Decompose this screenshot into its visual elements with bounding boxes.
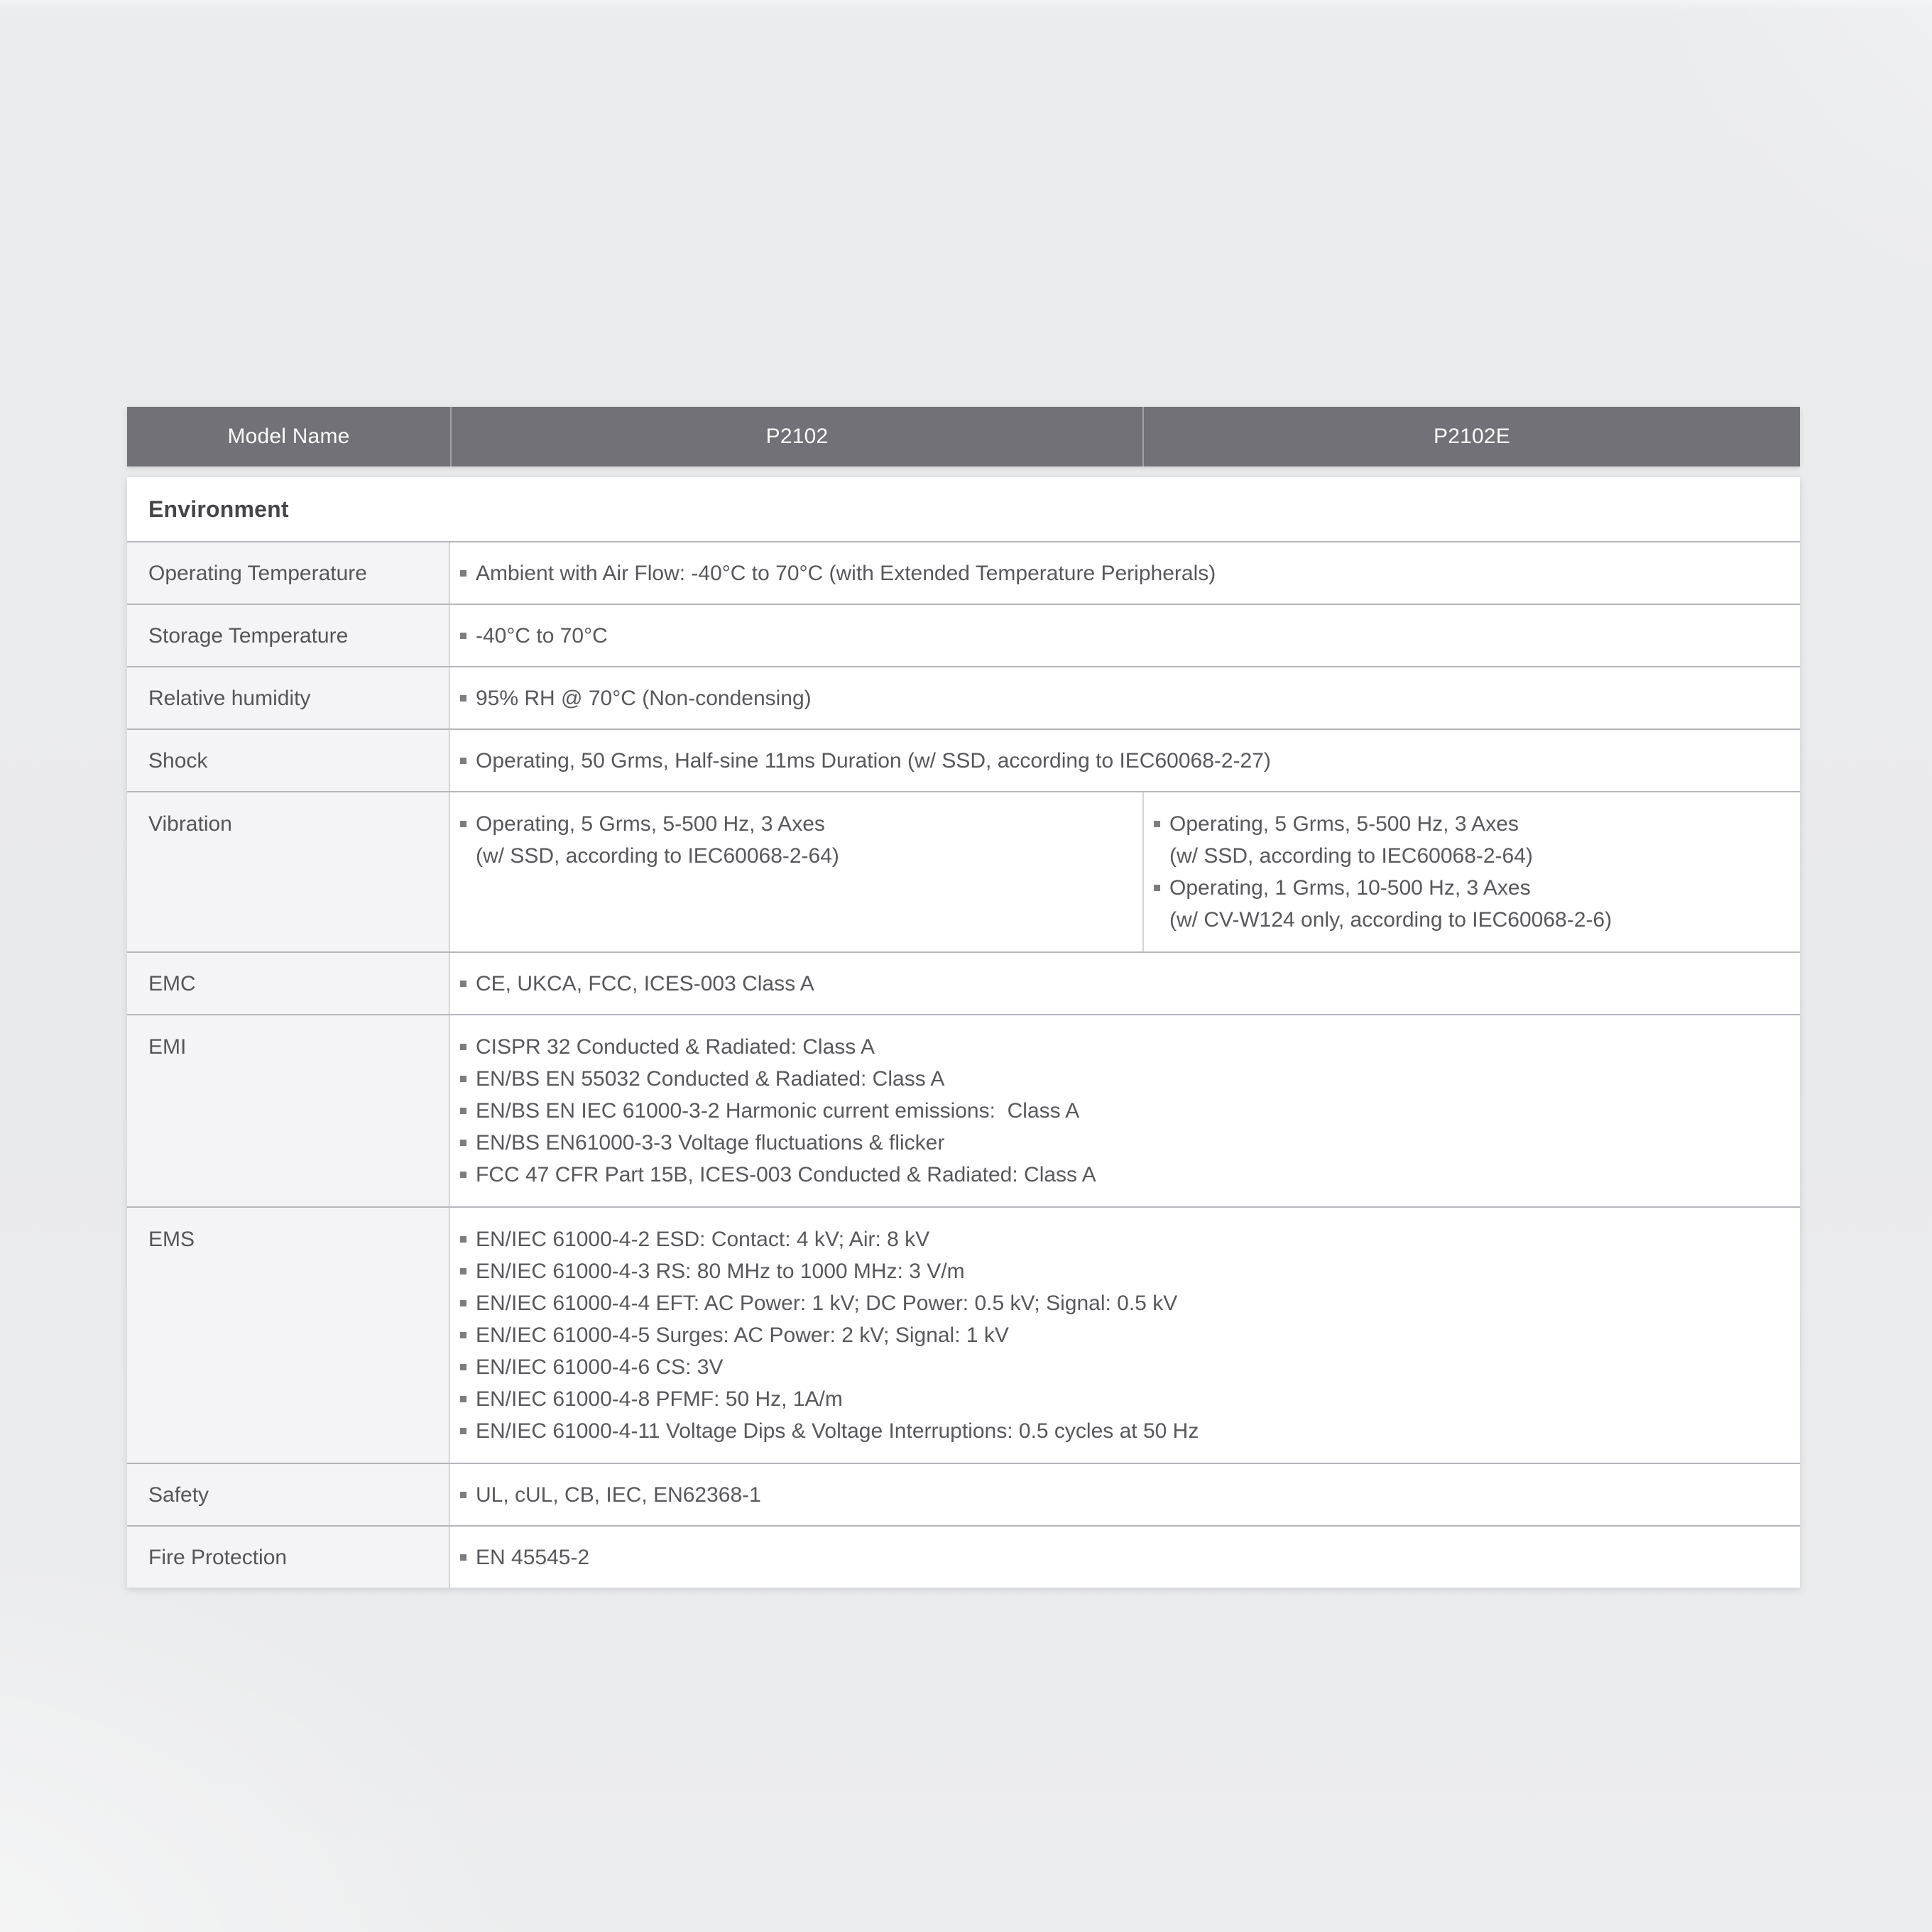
spec-rows — [127, 541, 1800, 1588]
square-bullet-icon — [460, 1140, 466, 1146]
section-header-environment — [127, 477, 1800, 541]
bullet-list-item — [460, 1095, 1784, 1127]
table-row — [127, 728, 1800, 791]
bullet-item-line: EN/IEC 61000-4-8 PFMF: 50 Hz, 1A/m — [476, 1387, 843, 1411]
square-bullet-icon — [460, 1300, 466, 1306]
bullet-list-item — [460, 1063, 1784, 1095]
bullet-list-item — [460, 1287, 1784, 1319]
bullet-item-text — [476, 620, 608, 652]
bullet-item-text — [476, 1479, 761, 1511]
table-row — [127, 604, 1800, 666]
table-row — [127, 1206, 1800, 1463]
bullet-item-line: CISPR 32 Conducted & Radiated: Class A — [476, 1035, 875, 1059]
bullet-item-text — [476, 1351, 724, 1383]
bullet-item-line: UL, cUL, CB, IEC, EN62368-1 — [476, 1483, 761, 1507]
bullet-list-item — [460, 808, 1127, 872]
bullet-list-item — [460, 1383, 1784, 1415]
bullet-list-item — [1154, 808, 1784, 872]
bullet-item-line: FCC 47 CFR Part 15B, ICES-003 Conducted & Radiated: Class A — [476, 1163, 1096, 1186]
table-row — [127, 1014, 1800, 1206]
bullet-item-line: Operating, 5 Grms, 5-500 Hz, 3 Axes — [1169, 812, 1519, 836]
bullet-item-text — [476, 1095, 1079, 1127]
bullet-item-line: Operating, 1 Grms, 10-500 Hz, 3 Axes — [1169, 876, 1531, 900]
table-row — [127, 951, 1800, 1014]
bullet-item-line: EN/IEC 61000-4-5 Surges: AC Power: 2 kV; Signal: 1 kV — [476, 1324, 1009, 1347]
square-bullet-icon — [460, 981, 466, 987]
bullet-item-text — [476, 682, 812, 714]
bullet-item-text — [476, 1255, 965, 1287]
bullet-item-text — [476, 1287, 1177, 1319]
bullet-item-text — [476, 968, 814, 1000]
row-value-cell — [450, 792, 1142, 951]
bullet-list-item — [460, 620, 1784, 652]
bullet-list-item — [460, 1159, 1784, 1191]
row-value-cell — [450, 1464, 1800, 1525]
bullet-item-text — [1169, 808, 1533, 872]
bullet-list-item — [460, 1127, 1784, 1159]
bullet-item-text — [1169, 872, 1612, 936]
square-bullet-icon — [1154, 821, 1160, 827]
square-bullet-icon — [460, 1492, 466, 1498]
bullet-item-line: Operating, 5 Grms, 5-500 Hz, 3 Axes — [476, 812, 825, 836]
header-cell-p2102: P2102 — [450, 407, 1142, 466]
row-label-cell: EMC — [127, 953, 450, 1014]
header-cell-p2102e: P2102E — [1142, 407, 1800, 466]
bullet-item-line: -40°C to 70°C — [476, 623, 608, 648]
row-label-cell: EMI — [127, 1015, 450, 1206]
bullet-list-item — [460, 1031, 1784, 1063]
bullet-list-item — [460, 968, 1784, 1000]
bullet-item-continuation: (w/ SSD, according to IEC60068-2-64) — [476, 844, 839, 868]
bullet-list-item — [460, 682, 1784, 714]
row-label-cell: Vibration — [127, 792, 450, 951]
bullet-item-text — [476, 1541, 589, 1573]
row-value-cell — [450, 953, 1800, 1014]
row-value-cell — [450, 605, 1800, 666]
bullet-list-item — [460, 1319, 1784, 1351]
row-value-cell — [450, 1015, 1800, 1206]
bullet-item-text — [476, 1319, 1009, 1351]
square-bullet-icon — [460, 1236, 466, 1243]
square-bullet-icon — [460, 1364, 466, 1370]
bullet-item-text — [476, 1415, 1199, 1447]
bullet-item-line: EN 45545-2 — [476, 1545, 590, 1569]
row-label-cell: Operating Temperature — [127, 542, 450, 604]
square-bullet-icon — [460, 570, 466, 577]
bullet-item-text — [476, 1223, 929, 1255]
bullet-item-text — [476, 1127, 944, 1159]
row-value-cell — [450, 542, 1800, 604]
row-value-cell — [450, 730, 1800, 791]
header-cell-model-name: Model Name — [227, 425, 350, 448]
bullet-list-item — [460, 1541, 1784, 1573]
bullet-item-line: EN/BS EN IEC 61000-3-2 Harmonic current emissions: Class A — [476, 1099, 1080, 1123]
square-bullet-icon — [460, 695, 466, 702]
square-bullet-icon — [460, 821, 466, 827]
bullet-list-item — [460, 1415, 1784, 1447]
bullet-item-line: Ambient with Air Flow: -40°C to 70°C (with Extended Temperature Peripherals) — [476, 561, 1216, 585]
table-body — [127, 477, 1800, 1588]
row-label-cell: Relative humidity — [127, 667, 450, 728]
bullet-list-item — [460, 1479, 1784, 1511]
bullet-item-text — [476, 1063, 944, 1095]
bullet-list-item — [460, 1223, 1784, 1255]
bullet-item-line: EN/BS EN 55032 Conducted & Radiated: Class A — [476, 1067, 945, 1091]
row-label-cell: Storage Temperature — [127, 605, 450, 666]
square-bullet-icon — [460, 1396, 466, 1402]
row-label-cell: Safety — [127, 1464, 450, 1525]
bullet-list-item — [1154, 872, 1784, 936]
row-label-cell: EMS — [127, 1208, 450, 1463]
square-bullet-icon — [460, 1332, 466, 1338]
table-row — [127, 666, 1800, 728]
bullet-item-line: EN/IEC 61000-4-11 Voltage Dips & Voltage Interruptions: 0.5 cycles at 50 Hz — [476, 1419, 1199, 1443]
square-bullet-icon — [460, 1108, 466, 1114]
bullet-item-line: EN/IEC 61000-4-6 CS: 3V — [476, 1355, 724, 1379]
square-bullet-icon — [460, 1554, 466, 1561]
square-bullet-icon — [460, 1044, 466, 1050]
table-row — [127, 1463, 1800, 1525]
square-bullet-icon — [460, 1268, 466, 1275]
bullet-item-line: EN/IEC 61000-4-3 RS: 80 MHz to 1000 MHz: 3 V/m — [476, 1260, 965, 1283]
bullet-item-text — [476, 1159, 1096, 1191]
square-bullet-icon — [460, 633, 466, 639]
section-title: Environment — [148, 496, 289, 522]
table-header-row — [127, 407, 1800, 466]
square-bullet-icon — [460, 758, 466, 764]
bullet-item-line: CE, UKCA, FCC, ICES-003 Class A — [476, 971, 814, 995]
table-row — [127, 541, 1800, 604]
bullet-list-item — [460, 1255, 1784, 1287]
row-value-cell — [450, 667, 1800, 728]
square-bullet-icon — [460, 1428, 466, 1434]
table-row — [127, 791, 1800, 951]
bullet-list-item — [460, 557, 1784, 589]
bullet-item-text — [476, 557, 1216, 589]
bullet-item-line: EN/BS EN61000-3-3 Voltage fluctuations & flicker — [476, 1131, 945, 1155]
square-bullet-icon — [460, 1172, 466, 1178]
table-row — [127, 1525, 1800, 1588]
bullet-item-line: 95% RH @ 70°C (Non-condensing) — [476, 686, 812, 710]
square-bullet-icon — [1154, 885, 1160, 891]
bullet-list-item — [460, 1351, 1784, 1383]
row-value-cell — [450, 1527, 1800, 1588]
bullet-item-line: Operating, 50 Grms, Half-sine 11ms Duration (w/ SSD, according to IEC60068-2-27) — [476, 748, 1271, 773]
bullet-item-text — [476, 1031, 875, 1063]
row-value-cell — [450, 1208, 1800, 1463]
row-label-cell: Fire Protection — [127, 1527, 450, 1588]
row-value-cell — [1142, 792, 1800, 951]
bullet-item-continuation: (w/ CV-W124 only, according to IEC60068-2-6) — [1169, 908, 1612, 932]
bullet-item-line: EN/IEC 61000-4-4 EFT: AC Power: 1 kV; DC Power: 0.5 kV; Signal: 0.5 kV — [476, 1292, 1178, 1315]
bullet-item-text — [476, 745, 1271, 777]
bullet-item-text — [476, 1383, 843, 1415]
bullet-item-text — [476, 808, 839, 872]
square-bullet-icon — [460, 1076, 466, 1082]
bullet-item-line: EN/IEC 61000-4-2 ESD: Contact: 4 kV; Air: 8 kV — [476, 1228, 930, 1251]
spec-table — [127, 407, 1800, 1588]
bullet-item-continuation: (w/ SSD, according to IEC60068-2-64) — [1169, 844, 1533, 868]
row-label-cell: Shock — [127, 730, 450, 791]
bullet-list-item — [460, 745, 1784, 777]
